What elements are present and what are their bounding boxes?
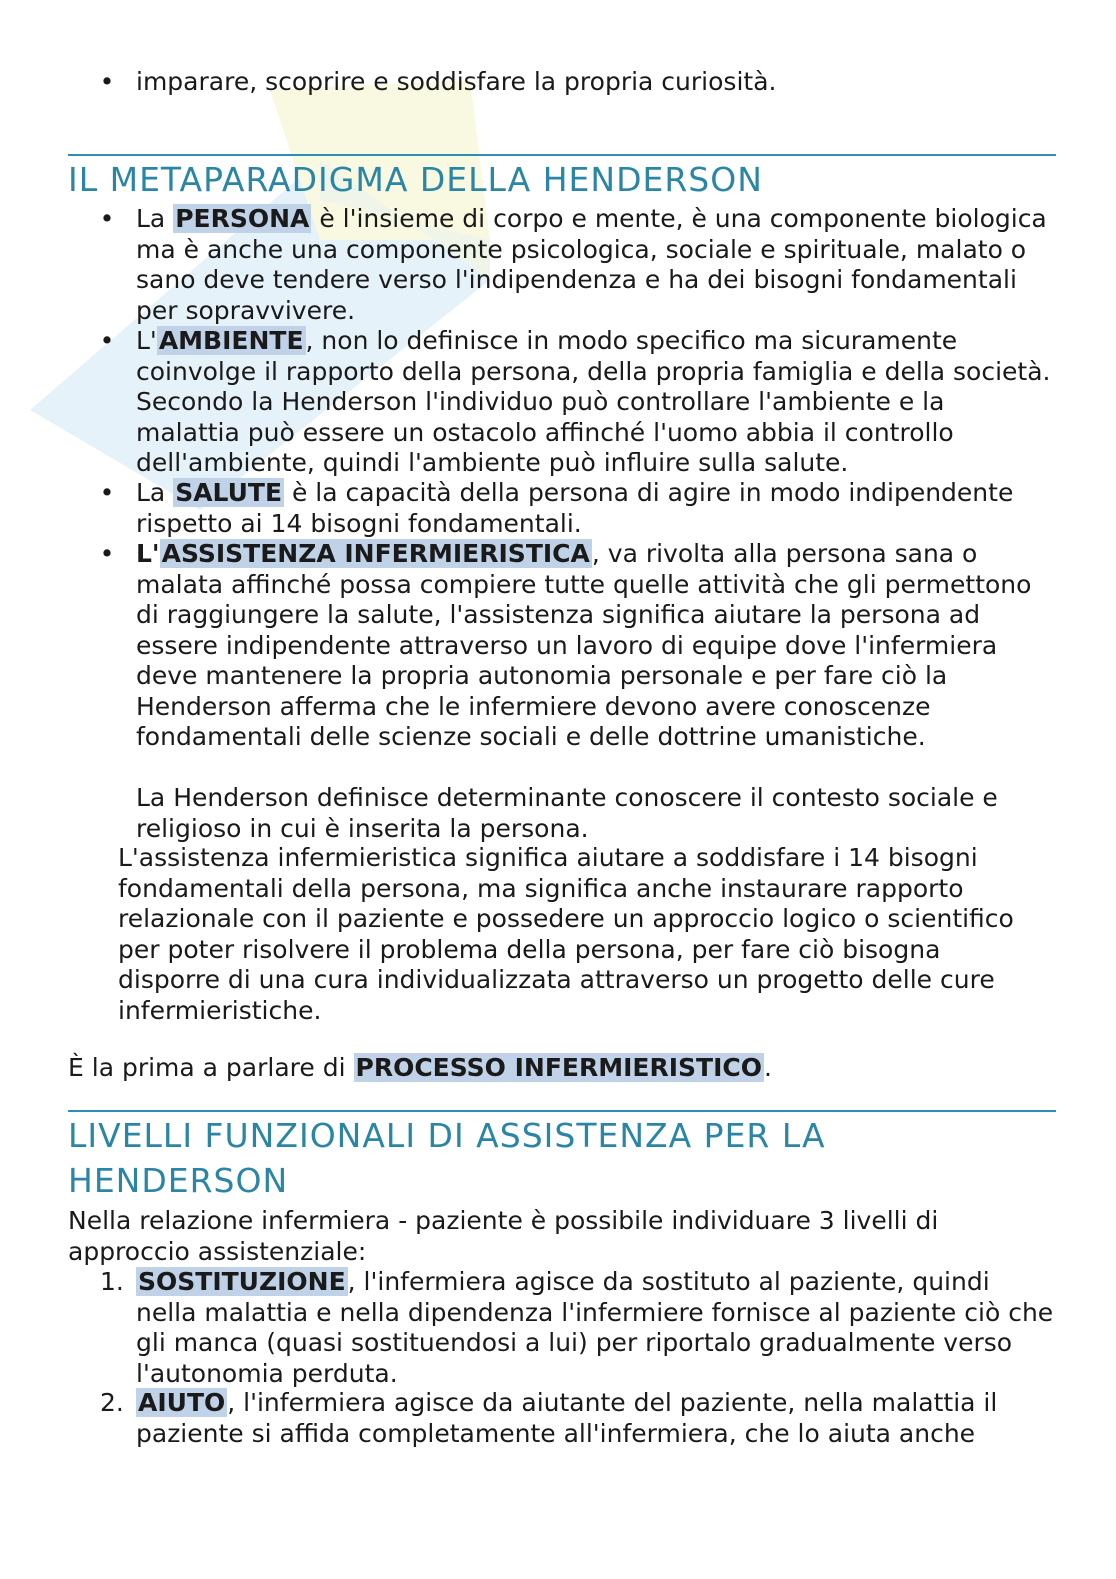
highlighted-term: PERSONA [175,204,310,233]
list-item-persona: • La PERSONA è l'insieme di corpo e mente, è una componente biologica ma è anche una componente psicologica, sociale e spirituale, malato o sano deve tendere verso l'indipendenza e ha dei bisogni fondamentali per sopravvivere. [136,204,1056,326]
highlighted-term: AIUTO [138,1388,226,1417]
item-number: 2. [100,1388,124,1417]
indented-paragraph: L'assistenza infermieristica significa aiutare a soddisfare i 14 bisogni fondamentali della persona, ma significa anche instaurare rapporto relazionale con il paziente e possedere un approccio logico o scientifico per poter risolvere il problema della persona, per fare ciò bisogna disporre di una cura individualizzata attraverso un progetto delle cure infermieristiche. [118,843,1014,1025]
list-item-continuation: La Henderson definisce determinante conoscere il contesto sociale e religioso in cui è inserita la persona. [136,783,998,843]
highlighted-term: SALUTE [175,478,283,507]
item-number: 1. [100,1267,124,1296]
section-divider [68,154,1056,156]
intro-paragraph: Nella relazione infermiera - paziente è possibile individuare 3 livelli di approccio assistenziale: [68,1206,939,1266]
section-divider [68,1110,1056,1112]
list-item-ambiente: • L'AMBIENTE, non lo definisce in modo specifico ma sicuramente coinvolge il rapporto della persona, della propria famiglia e della società. Secondo la Henderson l'individuo può controllare l'ambiente e la malattia può essere un ostacolo affinché l'uomo abbia il controllo dell'ambiente, quindi l'ambiente può influire sulla salute. [136,326,1056,479]
bullet-icon: • [99,326,115,355]
numbered-item-sostituzione: 1. SOSTITUZIONE, l'infermiera agisce da sostituto al paziente, quindi nella malattia e nella dipendenza l'infermiere fornisce al paziente ciò che gli manca (quasi sostituendosi a lui) per riportalo gradualmente verso l'autonomia perduta. [100,1267,1054,1388]
highlighted-term: ASSISTENZA INFERMIERISTICA [161,539,590,568]
bullet-icon: • [99,539,115,568]
section-heading: IL METAPARADIGMA DELLA HENDERSON [68,160,763,199]
highlighted-term: SOSTITUZIONE [138,1267,346,1296]
numbered-item-aiuto: 2. AIUTO, l'infermiera agisce da aiutante del paziente, nella malattia il paziente si affida completamente all'infermiera, che lo aiuta anche [100,1388,998,1448]
bullet-icon: • [99,204,115,233]
section-heading: LIVELLI FUNZIONALI DI ASSISTENZA PER LA HENDERSON [68,1116,826,1200]
bullet-icon: • [99,478,115,507]
highlighted-term: PROCESSO INFERMIERISTICO [355,1053,762,1082]
bullet-icon: • [99,67,115,96]
list-item: • imparare, scoprire e soddisfare la propria curiosità. [136,67,1056,98]
highlighted-term: AMBIENTE [158,326,304,355]
list-item-assistenza: • L'ASSISTENZA INFERMIERISTICA, va rivolta alla persona sana o malata affinché possa compiere tutte quelle attività che gli permettono di raggiungere la salute, l'assistenza significa aiutare la persona ad essere indipendente attraverso un lavoro di equipe dove l'infermiera deve mantenere la propria autonomia personale e per fare ciò la Henderson afferma che le infermiere devono avere conoscenze fondamentali delle scienze sociali e delle dottrine umanistiche. [136,539,1056,753]
closing-paragraph: È la prima a parlare di PROCESSO INFERMIERISTICO. [68,1053,772,1082]
list-item-salute: • La SALUTE è la capacità della persona di agire in modo indipendente rispetto ai 14 bisogni fondamentali. [136,478,1056,539]
